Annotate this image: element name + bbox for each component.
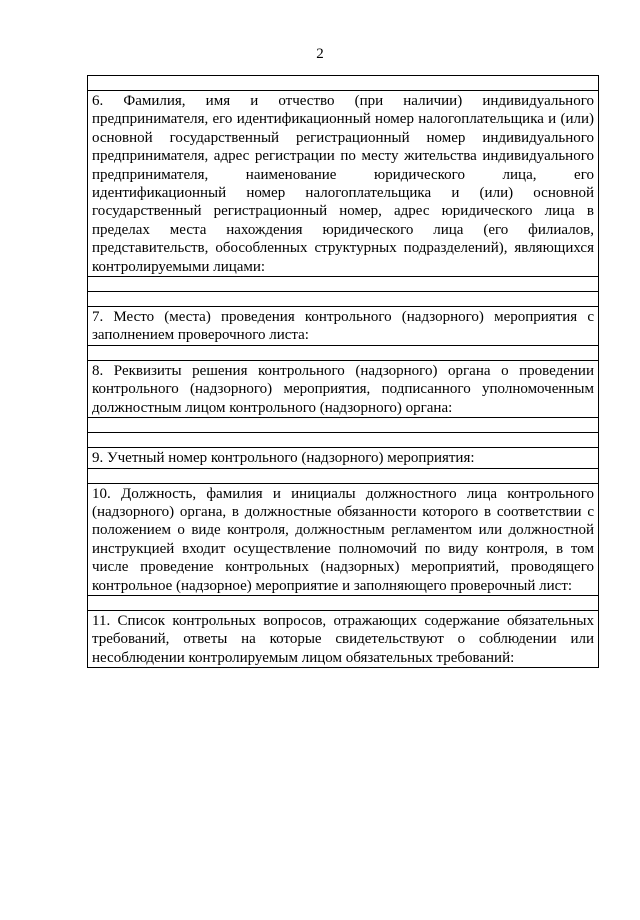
blank-row: [87, 75, 599, 90]
item-8-field-label: 8. Реквизиты решения контрольного (надзорного) органа о проведении контрольного (надзорного) мероприятия, подписанного уполномоченным должностным лицом контрольного (надзорного) органа:: [87, 360, 599, 417]
item-10-answer-row: [87, 595, 599, 610]
item-9-field-label: 9. Учетный номер контрольного (надзорного) мероприятия:: [87, 447, 599, 467]
item-11-field-label: 11. Список контрольных вопросов, отражающих содержание обязательных требований, ответы на которые свидетельствуют о соблюдении или несоблюдении контролируемым лицом обязательных требований:: [87, 610, 599, 668]
item-9-answer-row: [87, 468, 599, 483]
item-6-answer-row: [87, 276, 599, 291]
item-6-field-label: 6. Фамилия, имя и отчество (при наличии) индивидуального предпринимателя, его идентификационный номер налогоплательщика и (или) основной государственный регистрационный номер индивидуального предпринимателя, адрес регистрации по месту жительства индивидуального предпринимателя, наименование юридического лица, его идентификационный номер налогоплательщика и (или) основной государственный регистрационный номер, адрес юридического лица в пределах места нахождения юридического лица (его филиалов, представительств, обособленных структурных подразделений), являющихся контролируемыми лицами:: [87, 90, 599, 276]
item-7-field-label: 7. Место (места) проведения контрольного (надзорного) мероприятия с заполнением проверочного листа:: [87, 306, 599, 345]
item-8-answer-row: [87, 417, 599, 432]
blank-row: [87, 291, 599, 306]
blank-row: [87, 432, 599, 447]
checklist-form-table: [87, 75, 599, 668]
item-10-field-label: 10. Должность, фамилия и инициалы должностного лица контрольного (надзорного) органа, в должностные обязанности которого в соответствии с положением о виде контроля, должностным регламентом или должностной инструкцией входит осуществление полномочий по виду контроля, в том числе проведение контрольных (надзорных) мероприятий, проводящего контрольное (надзорное) мероприятие и заполняющего проверочный лист:: [87, 483, 599, 595]
item-7-answer-row: [87, 345, 599, 360]
page-number: 2: [316, 46, 324, 62]
